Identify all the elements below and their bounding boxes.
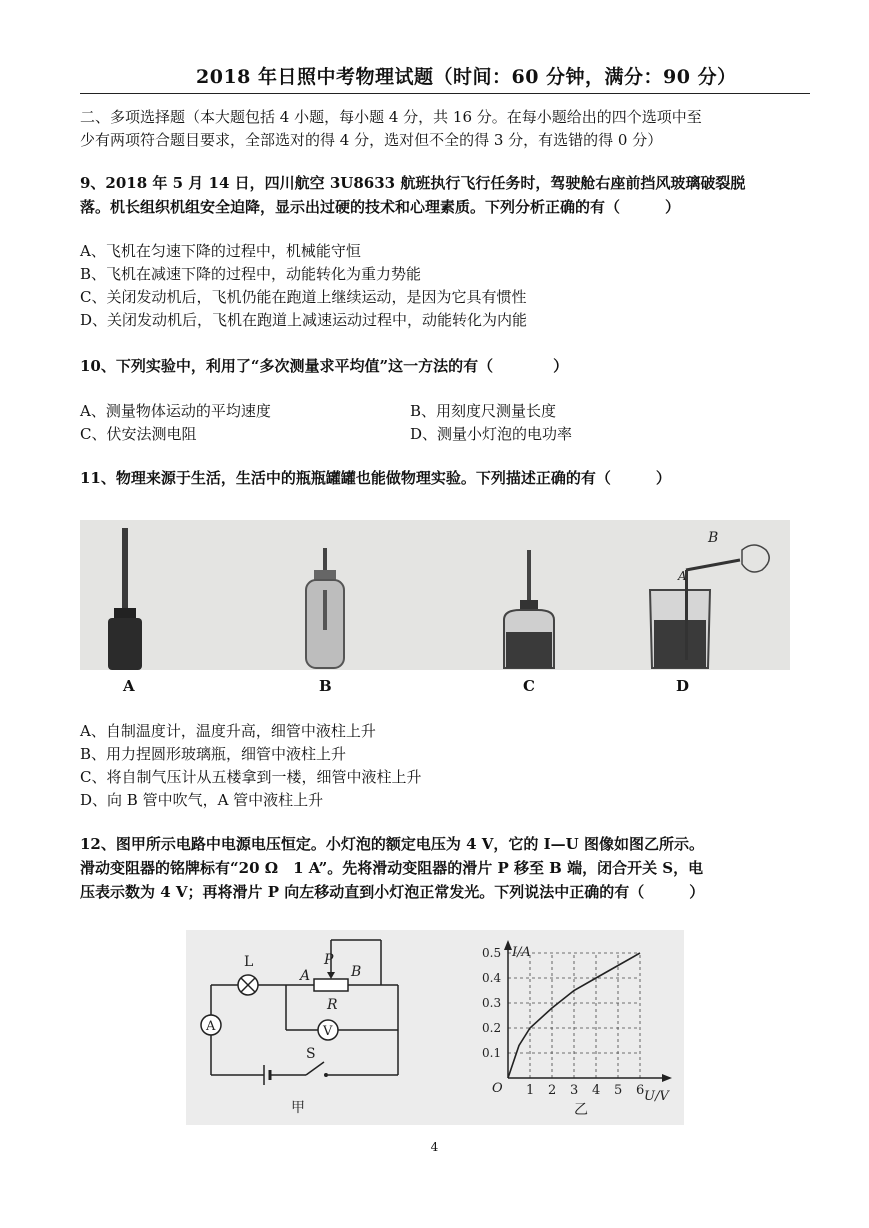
q11-option-a: A、自制温度计，温度升高，细管中液柱上升 [80,722,376,740]
y-axis-arrow [504,940,512,950]
q12-stem-line1: 12、图甲所示电路中电源电压恒定。小灯泡的额定电压为 4 V，它的 I—U 图像如图乙所示。 [80,835,704,853]
x-axis-arrow [662,1074,672,1082]
header-rule [80,93,810,94]
voltmeter-symbol [318,1020,338,1040]
tube-label-b: B [708,530,719,546]
circuit-diagram [211,940,398,1075]
page-header-title: 2018 年日照中考物理试题（时间：60 分钟，满分：90 分） [196,66,737,88]
y-tick-label: 0.2 [482,1021,502,1035]
section-instructions-line1: 二、多项选择题（本大题包括 4 小题，每小题 4 分，共 16 分。在每小题给出的四个选项中至 [80,108,702,126]
x-tick-label: 3 [570,1083,579,1098]
q9-option-a: A、飞机在匀速下降的过程中，机械能守恒 [80,242,361,260]
y-tick-label: 0.4 [482,971,502,985]
y-tick-label: 0.5 [482,946,502,960]
q12-stem-line2: 滑动变阻器的铭牌标有“20 Ω 1 A”。先将滑动变阻器的滑片 P 移至 B 端，闭合开关 S，电 [80,859,704,877]
x-tick-labels [526,1083,644,1098]
x-axis-label: U/V [644,1089,669,1104]
switch-contact [324,1073,328,1077]
x-tick-label: 4 [592,1083,601,1098]
slider-arrow [327,972,335,979]
battery-symbol [264,1065,270,1085]
x-tick-label: 2 [548,1083,557,1098]
q10-option-d: D、测量小灯泡的电功率 [410,425,573,443]
y-axis-label: I/A [512,945,531,960]
q11-option-b: B、用力捏圆形玻璃瓶，细管中液柱上升 [80,745,347,763]
x-tick-label: 5 [614,1083,623,1098]
ammeter-symbol [201,1015,221,1035]
lamp-label: L [244,954,254,970]
q11-photo [80,520,790,670]
x-tick-label: 6 [636,1083,645,1098]
rheostat-end-b-label: B [351,964,362,980]
y-tick-labels [482,946,501,1060]
q10-option-c: C、伏安法测电阻 [80,425,197,443]
q9-stem-line1: 9、2018 年 5 月 14 日，四川航空 3U8633 航班执行飞行任务时，驾驶舱右座前挡风玻璃破裂脱 [80,174,746,192]
slider-p-label: P [324,952,334,968]
q9-option-c: C、关闭发动机后，飞机仍能在跑道上继续运动，是因为它具有惯性 [80,288,527,306]
q12-stem-line3: 压表示数为 4 V；再将滑片 P 向左移动直到小灯泡正常发光。下列说法中正确的有（ ） [80,883,705,901]
graph-grid [508,953,640,1078]
voltmeter-label: V [323,1024,333,1039]
q11-figure-label-b: B [319,677,332,695]
tube-label-a: A [678,569,687,583]
q10-option-a: A、测量物体运动的平均速度 [80,402,271,420]
rheostat-end-a-label: A [300,968,311,984]
q9-stem-line2: 落。机长组织机组安全迫降，显示出过硬的技术和心理素质。下列分析正确的有（ ） [80,198,681,216]
q11-option-d: D、向 B 管中吹气，A 管中液柱上升 [80,791,324,809]
q12-figure [186,930,684,1125]
q9-option-d: D、关闭发动机后，飞机在跑道上减速运动过程中，动能转化为内能 [80,311,528,329]
ammeter-label: A [206,1019,216,1034]
q11-figure-label-a: A [123,677,135,695]
graph-caption: 乙 [574,1102,588,1118]
q11-figure-label-d: D [676,677,690,695]
switch-s-label: S [306,1046,316,1062]
circuit-caption: 甲 [291,1100,305,1116]
q11-option-c: C、将自制气压计从五楼拿到一楼，细管中液柱上升 [80,768,422,786]
q9-option-b: B、飞机在减速下降的过程中，动能转化为重力势能 [80,265,422,283]
q10-option-b: B、用刻度尺测量长度 [410,402,557,420]
y-tick-label: 0.3 [482,996,502,1010]
y-tick-label: 0.1 [482,1046,502,1060]
x-tick-label: 1 [526,1083,535,1098]
resistor-r-label: R [327,997,338,1013]
q11-figure-label-c: C [523,677,535,695]
section-instructions-line2: 少有两项符合题目要求，全部选对的得 4 分，选对但不全的得 3 分，有选错的得 0 分） [80,131,663,149]
lamp-symbol [238,975,258,995]
q10-stem: 10、下列实验中，利用了“多次测量求平均值”这一方法的有（ ） [80,357,569,375]
graph-axes [508,948,664,1078]
origin-label: O [492,1081,503,1096]
page-number: 4 [430,1140,439,1154]
q11-stem: 11、物理来源于生活，生活中的瓶瓶罐罐也能做物理实验。下列描述正确的有（ ） [80,469,671,487]
rheostat-resistor [314,979,348,991]
